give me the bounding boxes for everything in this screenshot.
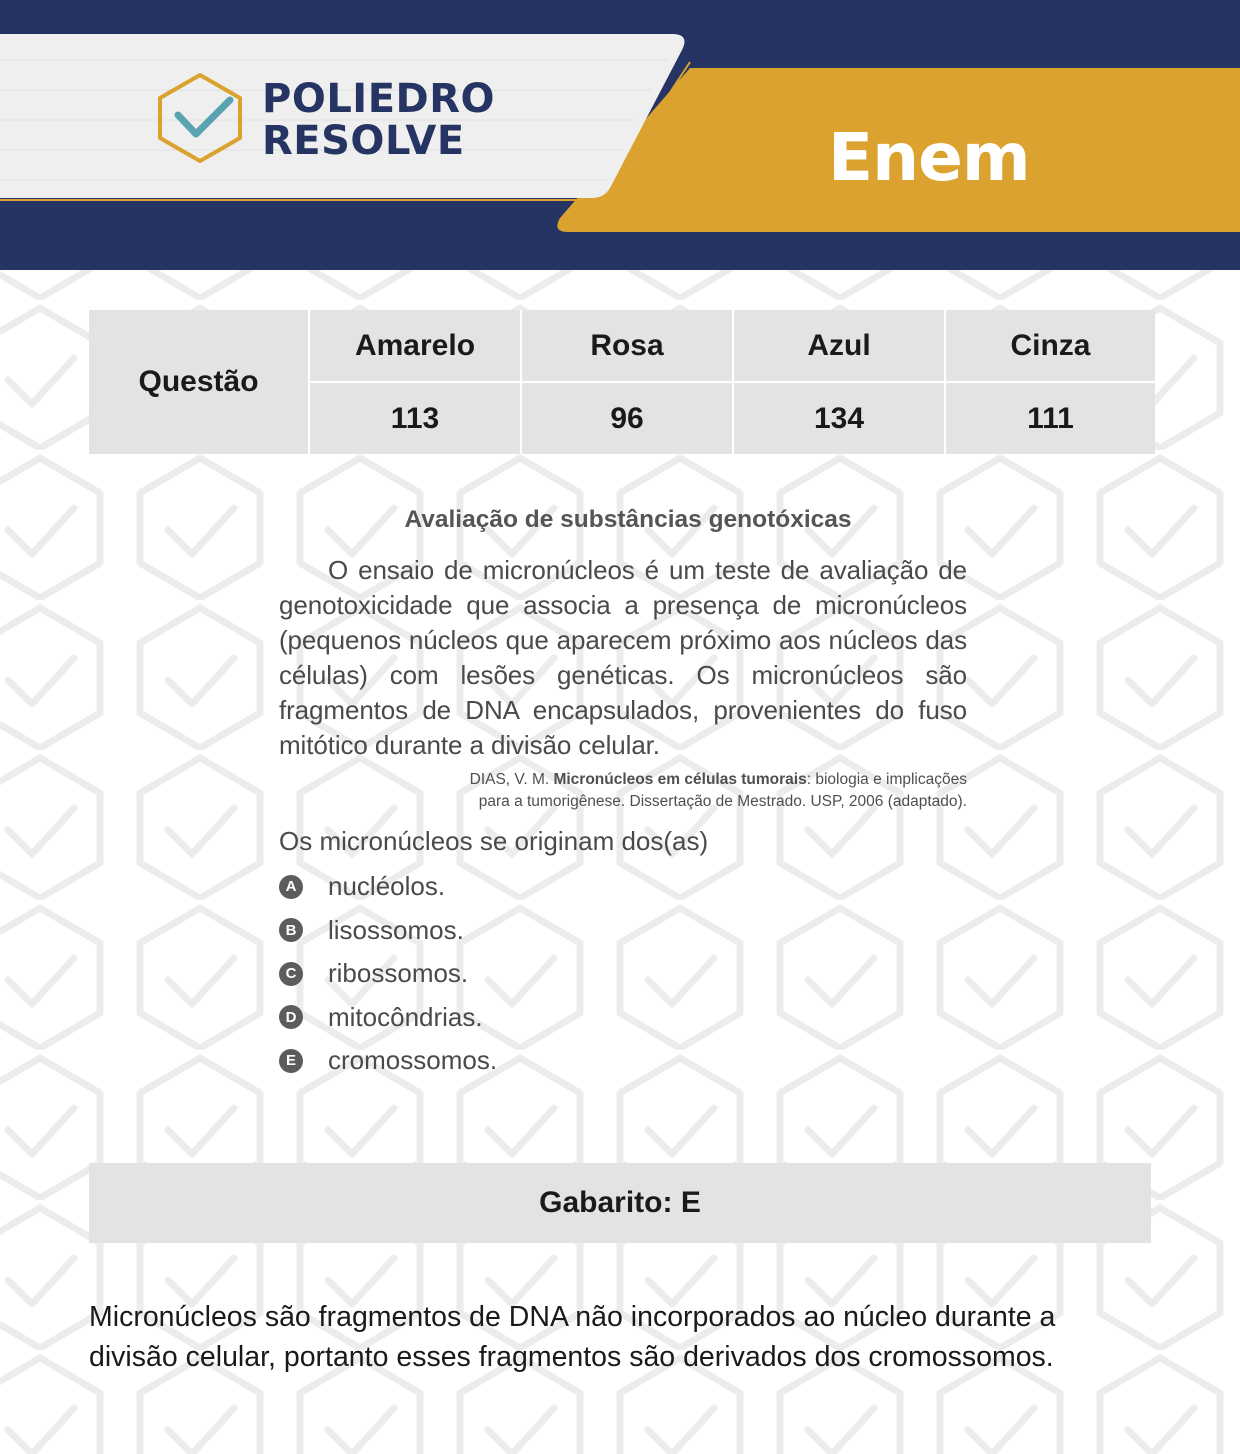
answer-key-label: Gabarito: E [539, 1186, 701, 1219]
table-label: Questão [89, 310, 308, 454]
question-number-table [89, 310, 1151, 454]
table-cell-cinza: 111 [946, 383, 1155, 454]
question-text: O ensaio de micronúcleos é um teste de avaliação de genotoxicidade que associa a presença de micronúcleos (pequenos núcleos que aparecem próximo aos núcleos das células) com lesões genéticas. Os micronúcleos são fragmentos de DNA encapsulados, provenientes do fuso mitótico durante a divisão celular. [279, 555, 967, 760]
option-b-badge: B [279, 918, 303, 942]
table-cell-azul: 134 [734, 383, 944, 454]
citation-line-1 [279, 769, 967, 791]
citation [279, 769, 967, 813]
table-header-amarelo: Amarelo [310, 310, 520, 381]
option-e-text: cromossomos. [328, 1045, 498, 1076]
header-banner [0, 0, 1240, 270]
explanation-text [89, 1297, 1169, 1377]
table-cell-rosa: 96 [522, 383, 732, 454]
option-a-text: nucléolos. [328, 871, 446, 902]
option-d-text: mitocôndrias. [328, 1001, 483, 1032]
explanation-line-2: divisão celular, portanto esses fragmentos são derivados dos cromossomos. [89, 1341, 1054, 1373]
exam-title: Enem [828, 119, 1030, 196]
option-a [279, 865, 967, 909]
option-b [279, 909, 967, 953]
citation-rest: : biologia e implicações [806, 771, 967, 788]
question-prompt: Os micronúcleos se originam dos(as) [279, 826, 709, 856]
option-e-badge: E [279, 1049, 303, 1073]
option-e [279, 1039, 967, 1083]
citation-author: DIAS, V. M. [469, 771, 554, 788]
brand-name [262, 78, 495, 162]
header-background [0, 0, 1240, 270]
table-header-rosa: Rosa [522, 310, 732, 381]
option-a-badge: A [279, 875, 303, 899]
answer-key-box [89, 1163, 1151, 1243]
question-title: Avaliação de substâncias genotóxicas [404, 506, 852, 533]
option-d [279, 996, 967, 1040]
table-cell-amarelo: 113 [310, 383, 520, 454]
citation-work: Micronúcleos em células tumorais [553, 771, 807, 788]
option-c-badge: C [279, 962, 303, 986]
options-list [279, 865, 967, 1083]
table-header-cinza: Cinza [946, 310, 1155, 381]
question-body [279, 500, 967, 1083]
brand-line-1: POLIEDRO [262, 76, 496, 122]
citation-line-2: para a tumorigênese. Dissertação de Mestrado. USP, 2006 (adaptado). [478, 793, 967, 810]
brand-line-2: RESOLVE [262, 118, 465, 164]
option-b-text: lisossomos. [328, 914, 464, 945]
option-d-badge: D [279, 1005, 303, 1029]
explanation-line-1: Micronúcleos são fragmentos de DNA não incorporados ao núcleo durante a [89, 1301, 1056, 1333]
option-c [279, 952, 967, 996]
option-c-text: ribossomos. [328, 958, 469, 989]
table-header-azul: Azul [734, 310, 944, 381]
